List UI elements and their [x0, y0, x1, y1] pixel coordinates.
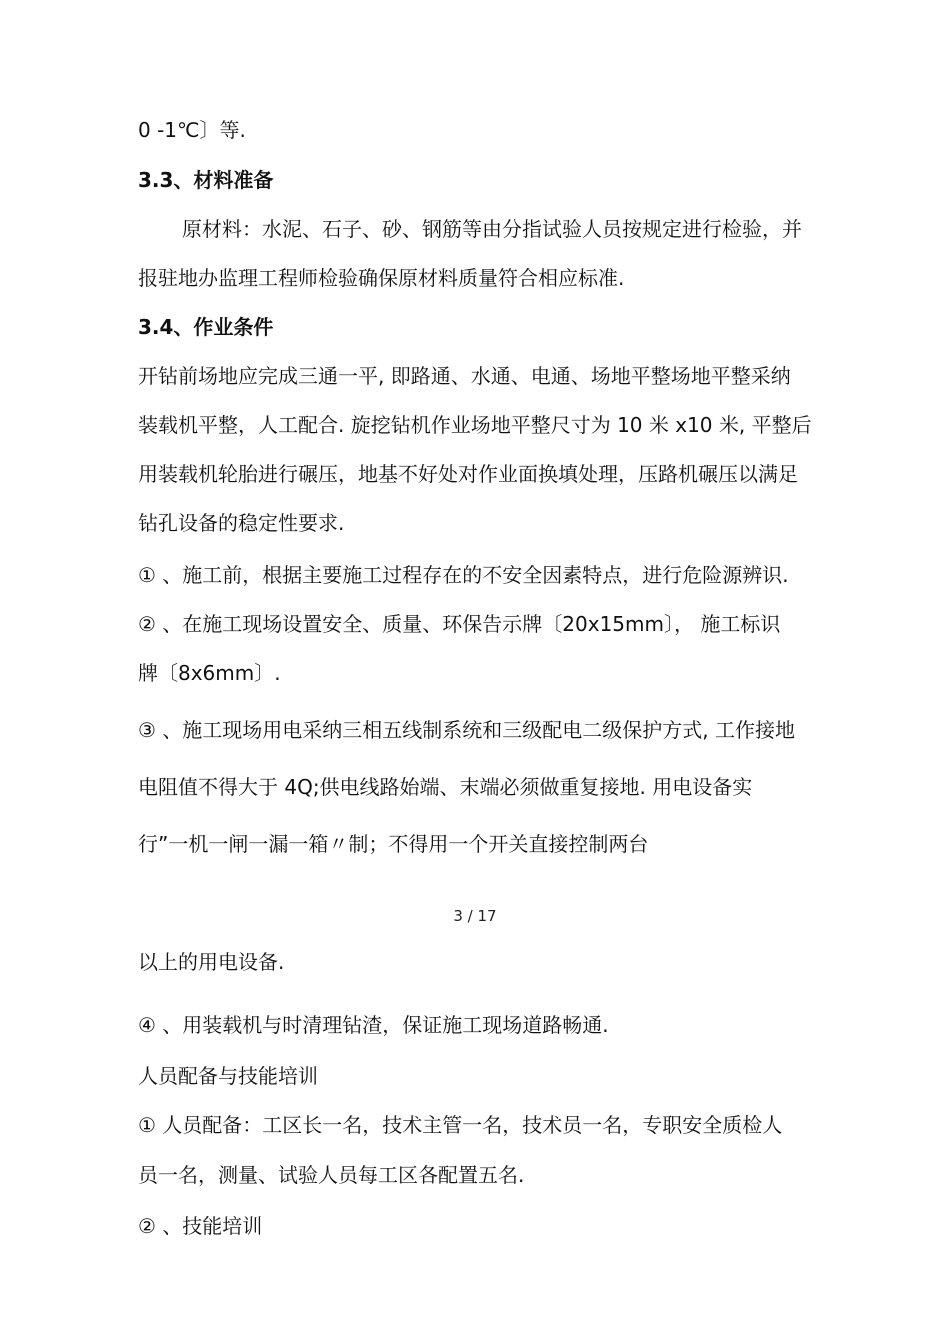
list-item: ④ 、用装载机与时清理钻渣，保证施工现场道路畅通. — [138, 1013, 609, 1037]
paragraph-line: 电阻值不得大于 4Q;供电线路始端、末端必须做重复接地. 用电设备实 — [138, 775, 753, 799]
paragraph-line: 行”一机一闸一漏一箱〃制；不得用一个开关直接控制两台 — [138, 832, 649, 856]
paragraph-line: 钻孔设备的稳定性要求. — [138, 511, 345, 535]
list-item: ② 、在施工现场设置安全、质量、环保告示牌〔20x15mm〕， 施工标识 — [138, 612, 781, 636]
section-heading: 3.3、材料准备 — [138, 168, 274, 192]
paragraph-line: 员一名，测量、试验人员每工区各配置五名. — [138, 1163, 525, 1187]
paragraph-line: 报驻地办监理工程师检验确保原材料质量符合相应标准. — [138, 266, 625, 290]
section-heading: 3.4、作业条件 — [138, 315, 274, 339]
list-item: ③ 、施工现场用电采纳三相五线制系统和三级配电二级保护方式, 工作接地 — [138, 718, 796, 742]
section-heading: 人员配备与技能培训 — [138, 1064, 318, 1088]
page-number: 3 / 17 — [453, 907, 497, 925]
paragraph-line: 0 -1℃〕等. — [138, 118, 246, 142]
paragraph-line: 原材料：水泥、石子、砂、钢筋等由分指试验人员按规定进行检验，并 — [182, 217, 802, 241]
paragraph-line: 用装载机轮胎进行碾压，地基不好处对作业面换填处理，压路机碾压以满足 — [138, 462, 798, 486]
paragraph-line: 开钻前场地应完成三通一平, 即路通、水通、电通、场地平整场地平整采纳 — [138, 364, 791, 388]
paragraph-line: 以上的用电设备. — [138, 950, 285, 974]
list-item: ① 人员配备：工区长一名，技术主管一名，技术员一名，专职安全质检人 — [138, 1113, 783, 1137]
list-item: ② 、技能培训 — [138, 1214, 263, 1238]
paragraph-line: 装载机平整，人工配合. 旋挖钻机作业场地平整尺寸为 10 米 x10 米, 平整后 — [138, 413, 812, 437]
list-item: ① 、施工前，根据主要施工过程存在的不安全因素特点，进行危险源辨识. — [138, 563, 789, 587]
paragraph-line: 牌〔8x6mm〕. — [138, 661, 281, 685]
